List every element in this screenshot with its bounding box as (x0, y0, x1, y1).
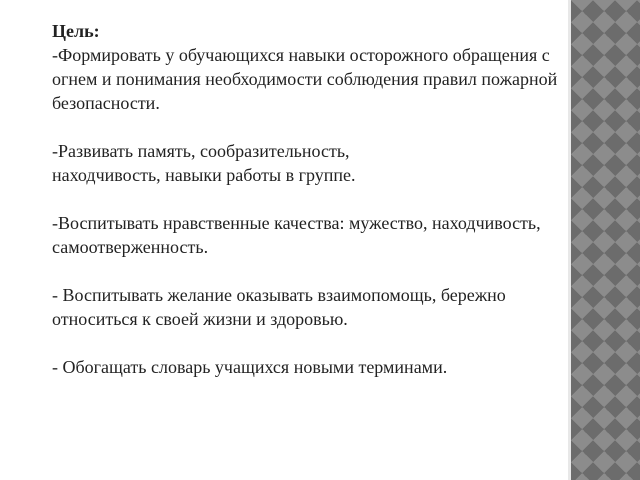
decorative-diamond-pattern (571, 0, 640, 480)
slide-content (52, 19, 564, 379)
goal-item-2: -Развивать память, сообразительность, находчивость, навыки работы в группе. (52, 141, 356, 185)
goal-item-4: - Воспитывать желание оказывать взаимопомощь, бережно относиться к своей жизни и здоровью. (52, 285, 506, 329)
goal-item-3: -Воспитывать нравственные качества: мужество, находчивость, самоотверженность. (52, 213, 541, 257)
goal-item-5: - Обогащать словарь учащихся новыми терминами. (52, 357, 448, 377)
slide-title: Цель: (52, 21, 100, 41)
goal-item-1: -Формировать у обучающихся навыки осторожного обращения с огнем и понимания необходимости соблюдения правил пожарной безопасности. (52, 45, 558, 113)
